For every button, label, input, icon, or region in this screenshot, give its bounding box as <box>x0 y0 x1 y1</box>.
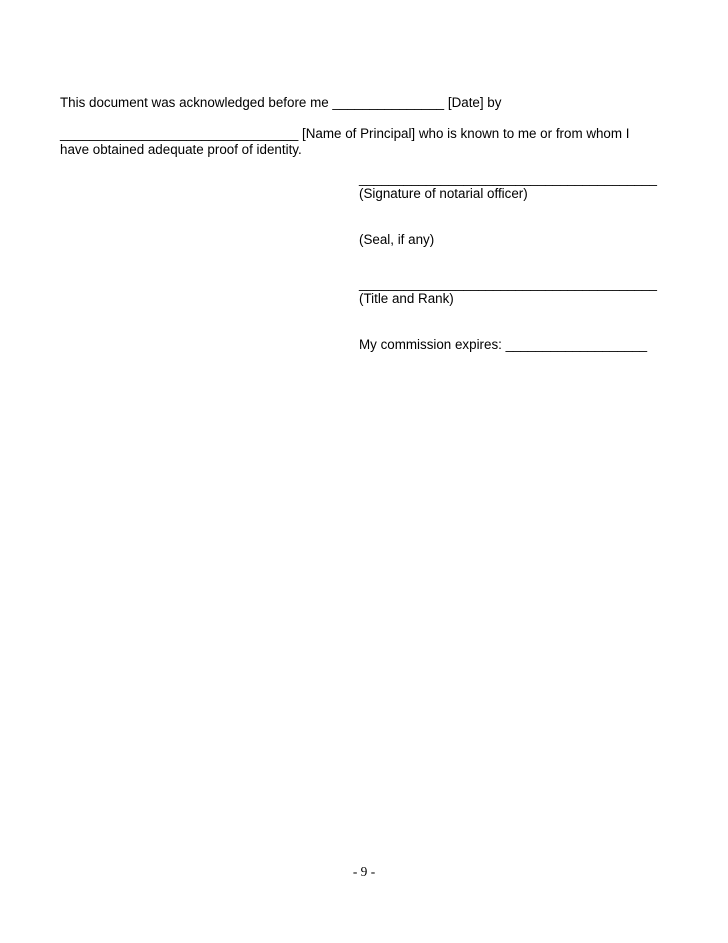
title-rule: ________________________________________ <box>359 276 657 291</box>
acknowledgment-line-3: have obtained adequate proof of identity. <box>60 142 302 157</box>
signature-rule: ________________________________________ <box>359 171 657 186</box>
acknowledgment-line-1: This document was acknowledged before me _______________ [Date] by <box>60 95 502 110</box>
commission-expires-line: My commission expires: ___________________ <box>359 337 648 352</box>
acknowledgment-line-2: ________________________________ [Name of Principal] who is known to me or from whom I <box>60 126 630 141</box>
seal-label: (Seal, if any) <box>359 232 435 247</box>
signature-label: (Signature of notarial officer) <box>359 186 528 201</box>
page-number: - 9 - <box>352 864 376 879</box>
title-label: (Title and Rank) <box>359 291 454 306</box>
